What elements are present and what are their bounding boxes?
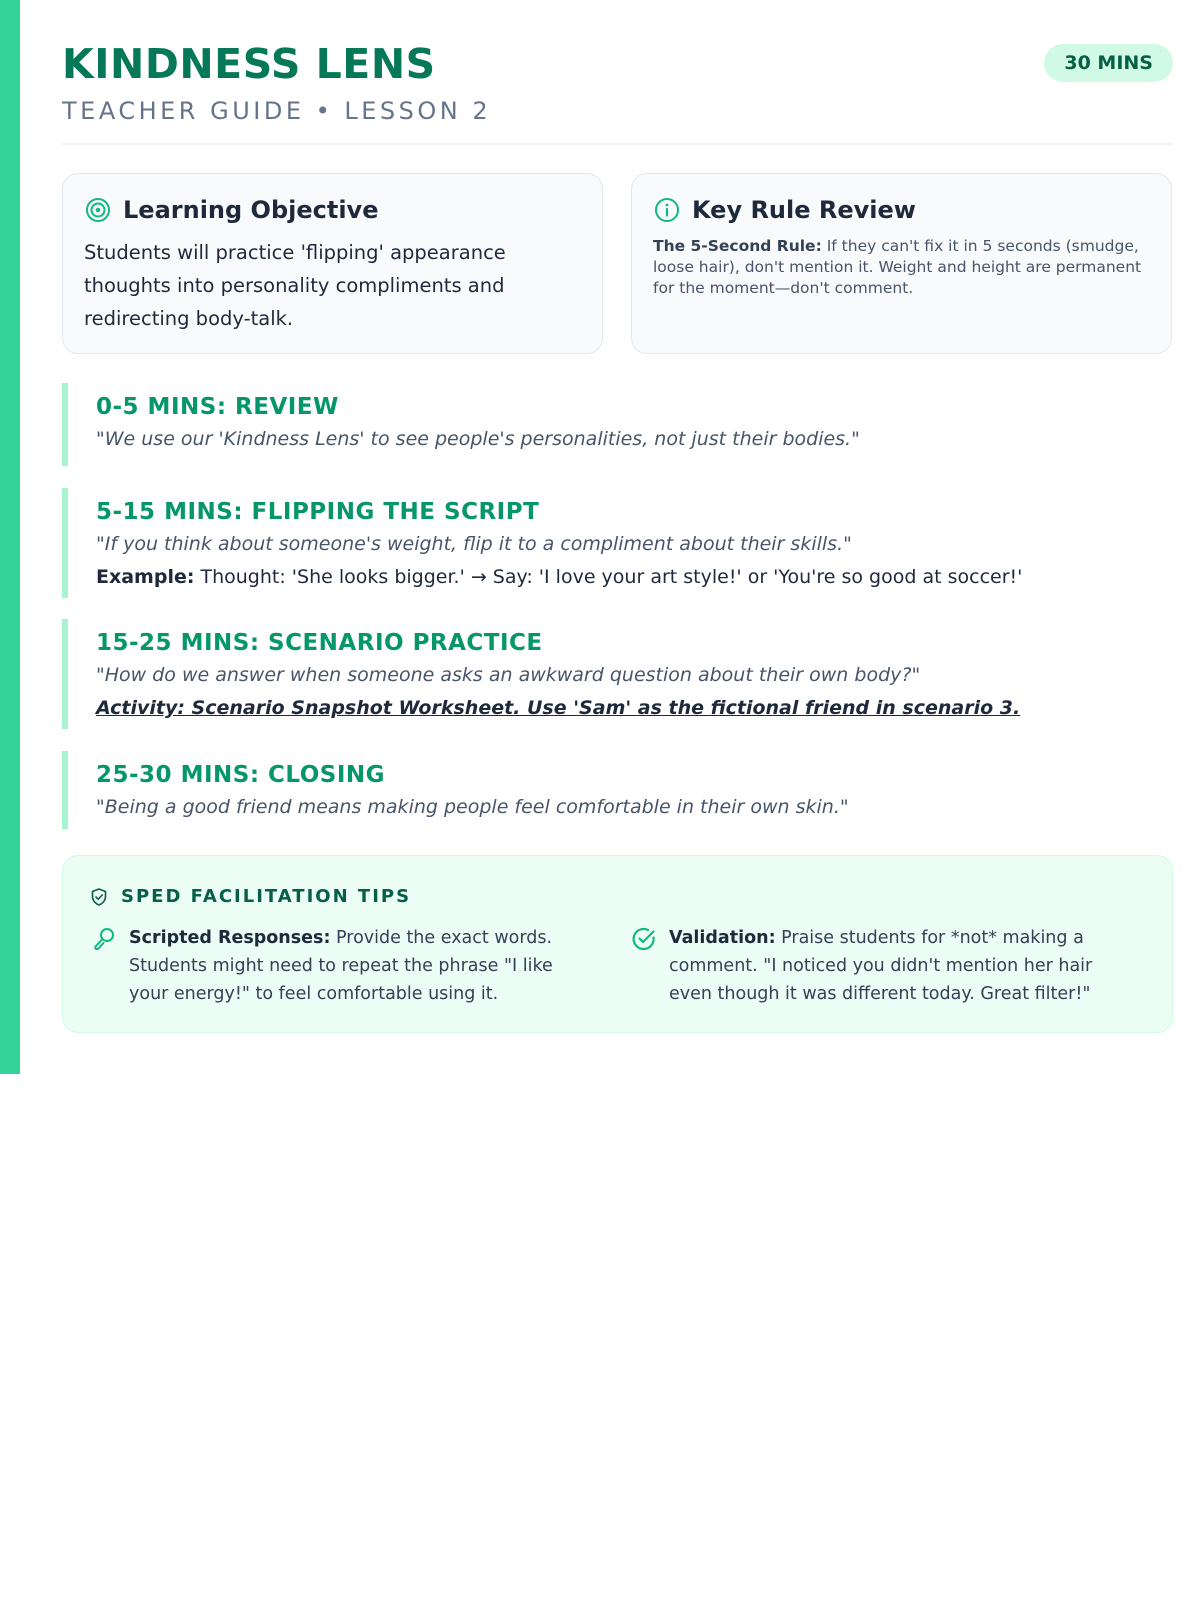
section-flipping-script [62, 488, 1162, 598]
tip-scripted-responses [91, 924, 571, 1008]
tip-label: Scripted Responses: [129, 928, 331, 948]
tips-header [89, 886, 411, 907]
check-circle-icon [631, 926, 657, 952]
example-label: Example: [96, 566, 195, 588]
section-closing [62, 751, 1162, 829]
lesson-page [62, 0, 1173, 1004]
section-title: 15-25 MINS: SCENARIO PRACTICE [96, 630, 543, 656]
section-quote: "If you think about someone's weight, flip it to a compliment about their skills." [96, 533, 852, 555]
sped-tips-box [62, 855, 1173, 1033]
rule-card [631, 173, 1172, 354]
speech-pin-icon [91, 926, 117, 952]
page-subtitle: TEACHER GUIDE • LESSON 2 [62, 97, 492, 125]
info-cards [62, 173, 1173, 356]
rule-title: Key Rule Review [692, 196, 916, 224]
tips-title: SPED FACILITATION TIPS [121, 886, 412, 907]
objective-body: Students will practice 'flipping' appearance thoughts into personality compliments and redirecting body-talk. [84, 241, 506, 330]
tip-text [129, 924, 571, 1008]
example-text: Thought: 'She looks bigger.' → Say: 'I love your art style!' or 'You're so good at soccer!' [194, 566, 1023, 588]
info-icon [654, 197, 680, 223]
rule-card-header [654, 196, 916, 224]
section-title: 5-15 MINS: FLIPPING THE SCRIPT [96, 499, 540, 525]
objective-title: Learning Objective [123, 196, 379, 224]
accent-bar [0, 0, 20, 1074]
section-quote: "Being a good friend means making people feel comfortable in their own skin." [96, 796, 849, 818]
section-review [62, 383, 1162, 466]
rule-body [653, 236, 1153, 299]
tip-validation [631, 924, 1111, 1008]
shield-check-icon [89, 887, 109, 907]
objective-card [62, 173, 603, 354]
section-quote: "How do we answer when someone asks an awkward question about their own body?" [96, 664, 921, 686]
target-icon [85, 197, 111, 223]
rule-text: If they can't fix it in 5 seconds (smudge, loose hair), don't mention it. Weight and height are permanent for the moment—don't comment. [653, 237, 1142, 297]
duration-badge: 30 MINS [1044, 44, 1173, 82]
tip-label: Validation: [669, 928, 776, 948]
section-example [96, 564, 1162, 590]
header [62, 0, 1173, 145]
section-quote: "We use our 'Kindness Lens' to see people's personalities, not just their bodies." [96, 428, 860, 450]
tip-text [669, 924, 1111, 1008]
section-title: 25-30 MINS: CLOSING [96, 762, 386, 788]
section-title: 0-5 MINS: REVIEW [96, 394, 339, 420]
objective-card-header [85, 196, 378, 224]
section-scenario-practice [62, 619, 1162, 729]
rule-label: The 5-Second Rule: [653, 237, 822, 255]
tip-body: Praise students for *not* making a comment. "I noticed you didn't mention her hair even though it was different today. Great filter!" [669, 928, 1093, 1004]
page-title: KINDNESS LENS [62, 40, 436, 88]
activity-link[interactable]: Activity: Scenario Snapshot Worksheet. Use 'Sam' as the fictional friend in scenario 3. [96, 697, 1021, 719]
tip-body: Provide the exact words. Students might need to repeat the phrase "I like your energy!" to feel comfortable using it. [129, 928, 553, 1004]
